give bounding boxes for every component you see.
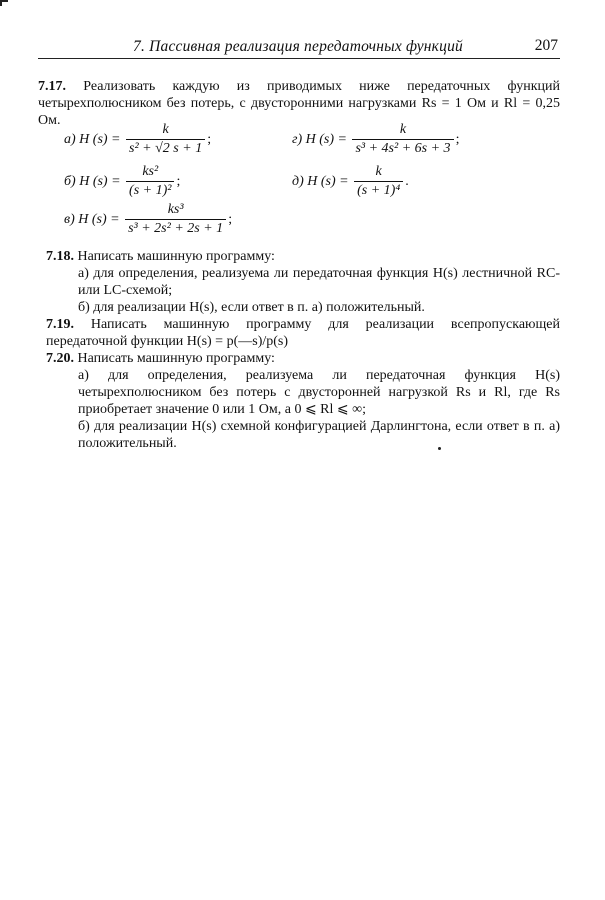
formula-v bbox=[64, 202, 232, 237]
numerator: ks² bbox=[126, 164, 174, 182]
punctuation: ; bbox=[228, 211, 233, 227]
problem-7-19 bbox=[46, 316, 560, 350]
corner-mark-vertical bbox=[0, 0, 2, 6]
denominator: s³ + 4s² + 6s + 3 bbox=[355, 141, 451, 156]
problem-text: Написать машинную программу для реализации всепропускающей передаточной функции H(s) = p(—s)/p(s) bbox=[46, 317, 560, 349]
problem-7-20 bbox=[46, 350, 560, 367]
formula-lhs: H (s) = bbox=[79, 173, 121, 189]
formula-g bbox=[292, 122, 459, 157]
formula-label: г) bbox=[292, 131, 303, 147]
problem-7-18-a: а) для определения, реализуема ли передаточная функция H(s) лестничной RC- или LC-схемой; bbox=[78, 266, 560, 298]
problem-text: Написать машинную программу: bbox=[77, 351, 275, 366]
formula-b bbox=[64, 164, 180, 199]
formula-d bbox=[292, 164, 409, 199]
formula-lhs: H (s) = bbox=[79, 131, 121, 147]
formula-label: б) bbox=[64, 173, 76, 189]
fraction bbox=[125, 202, 226, 237]
punctuation: ; bbox=[176, 173, 181, 189]
problem-number: 7.19. bbox=[46, 317, 74, 332]
denominator: s³ + 2s² + 2s + 1 bbox=[128, 221, 224, 236]
denominator: (s + 1)⁴ bbox=[357, 183, 401, 198]
problem-7-18-b: б) для реализации H(s), если ответ в п. а) положительный. bbox=[78, 300, 425, 315]
punctuation: . bbox=[405, 173, 409, 189]
stray-dot bbox=[438, 447, 441, 450]
fraction bbox=[126, 164, 174, 199]
numerator: ks³ bbox=[125, 202, 226, 220]
problem-text: Написать машинную программу: bbox=[77, 249, 275, 264]
problem-number: 7.17. bbox=[38, 79, 66, 94]
formula-label: в) bbox=[64, 211, 75, 227]
formula-lhs: H (s) = bbox=[78, 211, 120, 227]
problem-number: 7.20. bbox=[46, 351, 74, 366]
page-number: 207 bbox=[534, 37, 558, 54]
numerator: k bbox=[126, 122, 205, 140]
denominator: (s + 1)² bbox=[129, 183, 172, 198]
problem-7-18 bbox=[46, 248, 560, 265]
formula-lhs: H (s) = bbox=[305, 131, 347, 147]
formula-a bbox=[64, 122, 211, 157]
formula-label: д) bbox=[292, 173, 304, 189]
punctuation: ; bbox=[207, 131, 212, 147]
problem-7-20-b: б) для реализации H(s) схемной конфигурацией Дарлингтона, если ответ в п. а) положительный. bbox=[78, 419, 560, 451]
fraction bbox=[352, 122, 453, 157]
chapter-title: 7. Пассивная реализация передаточных функций bbox=[133, 38, 463, 55]
formula-lhs: H (s) = bbox=[307, 173, 349, 189]
problem-number: 7.18. bbox=[46, 249, 74, 264]
formula-label: а) bbox=[64, 131, 76, 147]
problem-text: Реализовать каждую из приводимых ниже передаточных функций четырехполюсником без потерь, с двусторонними нагрузками Rs = 1 Ом и Rl = 0,25 Ом. bbox=[38, 79, 560, 128]
numerator: k bbox=[354, 164, 403, 182]
fraction bbox=[354, 164, 403, 199]
running-header bbox=[38, 36, 560, 59]
punctuation: ; bbox=[455, 131, 460, 147]
numerator: k bbox=[352, 122, 453, 140]
denominator: s² + √2 s + 1 bbox=[129, 141, 203, 156]
fraction bbox=[126, 122, 205, 157]
problem-7-20-a: а) для определения, реализуема ли передаточная функция H(s) четырехполюсником без потерь с двусторонней нагрузкой Rs и Rl, где Rs приобретает значение 0 или 1 Ом, а 0 ⩽ Rl ⩽ ∞; bbox=[78, 368, 560, 417]
